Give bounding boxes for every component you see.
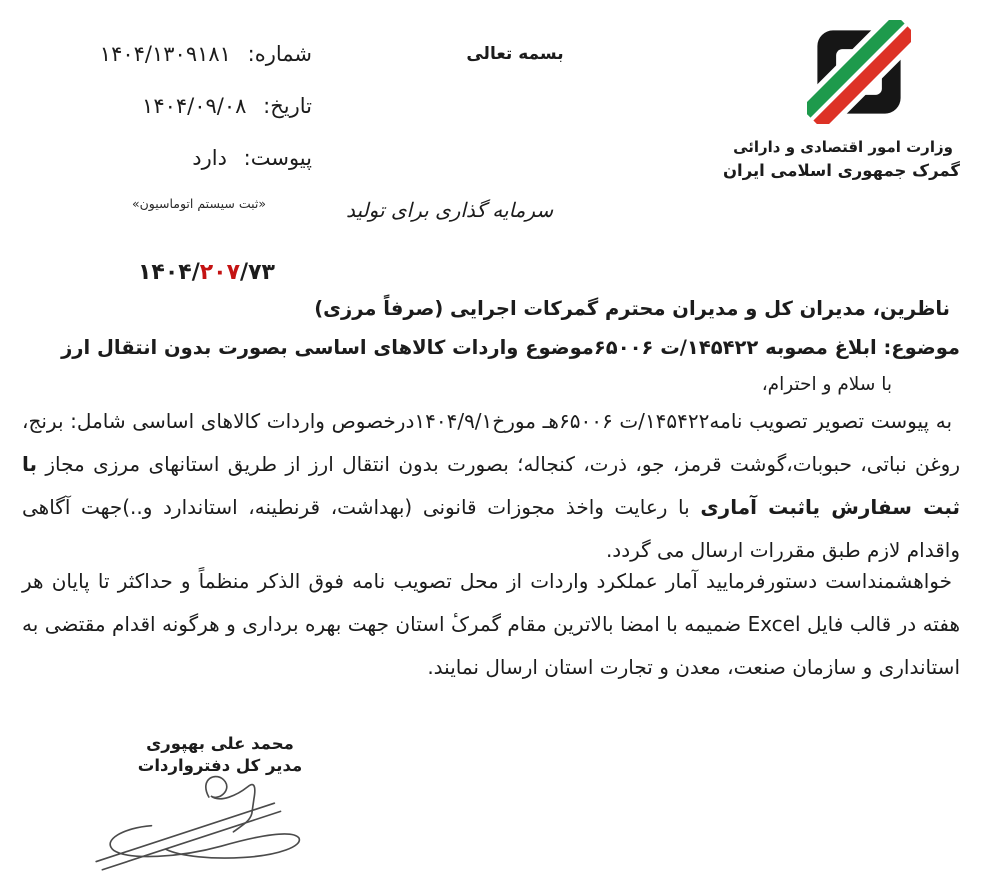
paragraph1-text-before-bold: به پیوست تصویر تصویب نامه۱۴۵۴۲۲/ت ۶۵۰۰۶هـ مورخ۱۴۰۴/۹/۱درخصوص واردات کالاهای اساسی شامل: برنج، روغن نباتی، حبوبات،گوشت قرمز، جو، ذرت، کنجاله؛ بصورت بدون انتقال ارز از طریق استانهای مرزی مجاز: [22, 409, 960, 476]
signatory-title: مدیر کل دفترواردات: [137, 756, 303, 775]
date-value: ۱۴۰۴/۰۹/۰۸: [142, 94, 247, 118]
body-paragraph-2: خواهشمنداست دستورفرمایید آمار عملکرد واردات از محل تصویب نامه فوق الذکر منظماً و حداکثر تا پایان هر هفته در قالب فایل Excel ضمیمه با امضا بالاترین مقام گمرکٔ استان جهت بهره برداری و هرگونه اقدام مقتضی به استانداری و سازمان صنعت، معدن و تجارت استان ارسال نمایند.: [22, 569, 960, 679]
automation-note: «ثبت سیستم اتوماسیون»: [131, 196, 266, 211]
reference-number-highlight: ۲۰۷: [199, 260, 241, 285]
paragraph1-bold-phrase: با ثبت سفارش یاثبت آماری: [22, 452, 961, 519]
attachment-row: [22, 144, 312, 172]
date-label: تاریخ:: [263, 94, 312, 118]
reference-number-prefix: ۱۴۰۴/: [138, 260, 200, 285]
signatory-name: محمد علی بهپوری: [146, 734, 294, 753]
reference-number-suffix: /۷۳: [240, 260, 275, 285]
ministry-name: وزارت امور اقتصادی و دارائی: [733, 138, 953, 156]
production-slogan: سرمایه گذاری برای تولید: [346, 198, 554, 222]
attachment-label: پیوست:: [243, 146, 312, 170]
subject-line: موضوع: ابلاغ مصوبه ۱۴۵۴۲۲/ت ۶۵۰۰۶موضوع واردات کالاهای اساسی بصورت بدون انتقال ارز: [61, 336, 960, 359]
attachment-value: دارد: [192, 146, 227, 170]
body-paragraph-1: [22, 400, 960, 572]
handwritten-signature: [88, 758, 344, 876]
letter-date-row: [22, 92, 312, 120]
letter-body: [22, 400, 960, 689]
paragraph1-text-after-bold: با رعایت واخذ مجوزات قانونی (بهداشت، قرنطینه، استاندارد و..)جهت آگاهی واقدام لازم طبق مقررات ارسال می گردد.: [22, 495, 960, 562]
number-label: شماره:: [247, 42, 312, 66]
org-header-block: [722, 20, 960, 180]
letter-number-row: [22, 40, 312, 68]
number-value: ۱۴۰۴/۱۳۰۹۱۸۱: [99, 42, 231, 66]
besmele-heading: بسمه تعالی: [466, 44, 564, 64]
reference-number: [138, 260, 275, 285]
customs-name: گمرک جمهوری اسلامی ایران: [722, 161, 960, 180]
salutation-line: با سلام و احترام،: [761, 374, 892, 395]
customs-emblem-icon: [807, 20, 911, 124]
addressee-line: ناظرین، مدیران کل و مدیران محترم گمرکات اجرایی (صرفاً مرزی): [314, 297, 950, 320]
letter-meta-block: [22, 40, 312, 211]
